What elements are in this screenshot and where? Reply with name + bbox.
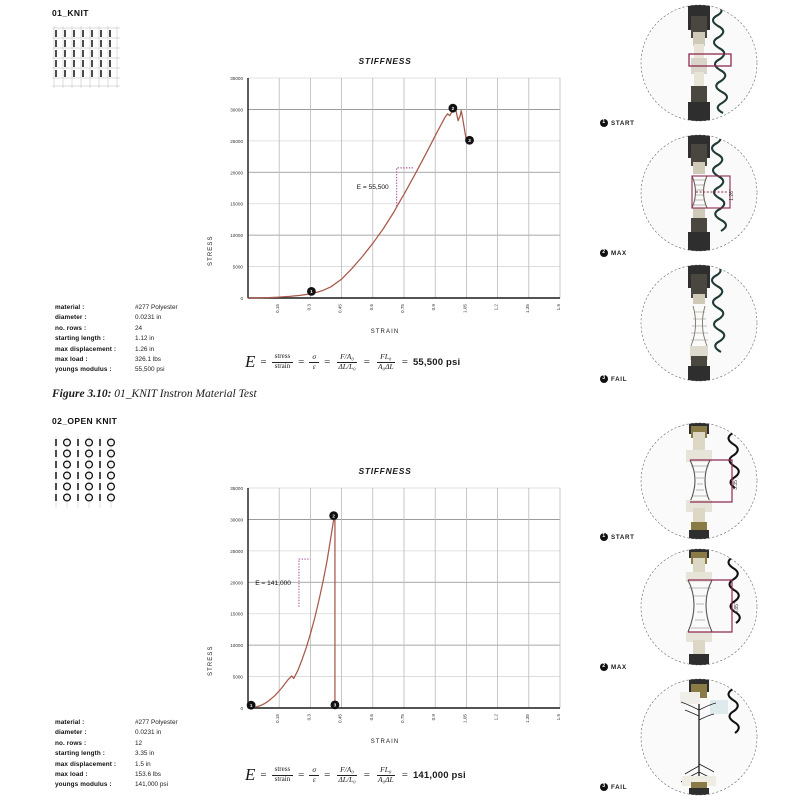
svg-text:1.2: 1.2 [493,714,499,721]
spec-value: 153.6 lbs [135,770,161,778]
svg-text:0: 0 [240,296,243,301]
formula-numerator: FL₀ [377,766,394,776]
step-number: 3 [600,375,608,383]
photo-label-openknit02-fail [600,783,627,791]
formula-stress-over-strain [272,353,294,370]
svg-text:0.6: 0.6 [368,714,374,721]
svg-text:1.2: 1.2 [493,304,499,311]
svg-text:2: 2 [451,105,455,111]
knit-swatch-knit01 [52,26,120,88]
svg-text:3: 3 [333,702,337,708]
spec-row [55,770,178,780]
spec-value: 3.35 in [135,750,155,758]
spec-value: 1.26 in [135,345,155,353]
step-label: MAX [611,249,627,257]
spec-value: #277 Polyester [135,304,178,311]
formula-equals: = [260,356,267,368]
svg-text:10000: 10000 [230,233,243,239]
formula-sigma-over-epsilon [309,353,319,371]
step-label: FAIL [611,375,628,383]
svg-text:35000: 35000 [230,76,243,81]
svg-text:10000: 10000 [230,643,243,649]
spec-value: 24 [135,324,143,332]
svg-text:1.35: 1.35 [524,714,530,723]
svg-text:0.75: 0.75 [400,714,405,723]
formula-force-area-over-strain [335,766,358,784]
formula-numerator: FL₀ [377,353,394,363]
spec-key: youngs modulus : [55,366,112,374]
svg-text:1.26": 1.26" [729,189,735,201]
photo-label-knit01-fail [600,375,627,383]
spec-value: 141,000 psi [135,781,169,789]
svg-text:0.3: 0.3 [306,714,312,721]
svg-text:20000: 20000 [230,580,243,586]
formula-equals: = [324,356,331,368]
figure-caption-number: Figure 3.10: [52,388,112,400]
spec-key: starting length : [55,335,105,343]
spec-row [55,739,178,749]
spec-key: diameter : [55,314,87,322]
spec-key: max load : [55,355,88,363]
photo-knit01-start [620,2,778,124]
svg-text:1.5: 1.5 [556,304,561,311]
svg-text:1.05: 1.05 [462,714,468,723]
chart-openknit02 [200,466,570,756]
formula-equals: = [363,356,370,368]
step-number: 2 [600,663,608,671]
spec-value: 1.12 in [135,335,155,343]
chart-title: STIFFNESS [358,56,412,66]
photo-label-openknit02-max [600,663,627,671]
sample-title-openknit02: 02_OPEN KNIT [52,416,118,426]
spec-value: 1.5 in [135,760,151,768]
sample-title-knit01: 01_KNIT [52,8,89,18]
formula-numerator: F/A₀ [337,353,357,363]
svg-text:25000: 25000 [230,548,243,554]
spec-table-knit01 [55,303,178,376]
photo-label-openknit02-start [600,533,635,541]
x-axis-label: STRAIN [370,329,400,335]
spec-value: 55,500 psi [135,366,165,374]
spec-row [55,313,178,323]
step-label: START [611,533,635,541]
step-number: 3 [600,783,608,791]
formula-equals: = [260,769,267,781]
svg-text:3.35": 3.35" [733,478,739,490]
chart-plot-area [200,70,570,340]
spec-row [55,334,178,344]
svg-text:30000: 30000 [230,107,243,113]
spec-value: 0.0231 in [135,314,162,322]
formula-equals: = [298,769,305,781]
spec-value: 12 [135,739,143,747]
photo-label-knit01-max [600,249,627,257]
svg-text:25000: 25000 [230,138,243,144]
svg-text:20000: 20000 [230,170,243,176]
spec-key: material : [55,719,85,726]
step-label: START [611,119,635,127]
svg-text:E = 55,500: E = 55,500 [356,184,389,192]
svg-text:5000: 5000 [232,264,243,270]
formula-equals: = [298,356,305,368]
spec-row [55,345,178,355]
formula-numerator: stress [272,766,294,775]
step-label: MAX [611,663,627,671]
formula-sigma-over-epsilon [309,766,319,784]
spec-key: material : [55,304,85,311]
chart-knit01 [200,56,570,346]
svg-text:0.75: 0.75 [400,304,405,313]
formula-denominator: ΔL/L₀ [338,775,356,784]
svg-text:0.3: 0.3 [306,304,312,311]
step-number: 1 [600,533,608,541]
spec-key: max displacement : [55,345,117,353]
spec-row [55,760,178,770]
spec-value: 0.0231 in [135,729,162,737]
svg-text:3: 3 [468,138,471,144]
formula-equals: = [363,769,370,781]
spec-row [55,728,178,738]
svg-text:1: 1 [310,289,313,295]
formula-E: E [245,352,256,371]
svg-text:0.45: 0.45 [337,714,343,723]
photo-openknit02-fail [620,676,778,798]
svg-text:E = 141,000: E = 141,000 [255,579,291,587]
photo-openknit02-max [620,546,778,668]
formula-numerator: F/A₀ [337,766,357,776]
formula-result: 141,000 psi [412,769,466,781]
spec-table-openknit02 [55,718,178,791]
spec-key: youngs modulus : [55,781,112,789]
formula-equals: = [324,769,331,781]
spec-key: max displacement : [55,760,117,768]
youngs-modulus-formula-openknit02 [245,765,466,785]
spec-row [55,355,178,365]
formula-numerator: stress [272,353,294,362]
photo-openknit02-start [620,420,778,542]
spec-key: diameter : [55,729,87,737]
spec-key: starting length : [55,750,105,758]
spec-row [55,780,178,790]
svg-text:1: 1 [249,702,253,708]
chart-plot-area [200,480,570,750]
figure-caption [52,388,257,400]
figure-caption-text: 01_KNIT Instron Material Test [114,388,257,400]
spec-row [55,324,178,334]
formula-flo-over-aodl [375,353,397,371]
formula-denominator: strain [274,775,291,783]
knit-swatch-openknit02 [52,436,122,508]
svg-text:15000: 15000 [230,611,243,617]
svg-text:4.85": 4.85" [734,602,740,614]
formula-numerator: σ [309,766,319,776]
formula-equals: = [401,356,408,368]
step-number: 1 [600,119,608,127]
svg-text:0.45: 0.45 [337,304,343,313]
svg-text:2: 2 [332,513,335,519]
spec-key: no. rows : [55,739,87,747]
spec-row [55,718,178,728]
formula-flo-over-aodl [375,766,397,784]
youngs-modulus-formula-knit01 [245,352,460,372]
photo-knit01-max [620,132,778,254]
formula-denominator: A₀ΔL [377,775,394,784]
formula-equals: = [401,769,408,781]
photo-label-knit01-start [600,119,635,127]
x-axis-label: STRAIN [370,739,400,745]
spec-value: 326.1 lbs [135,355,161,363]
formula-stress-over-strain [272,766,294,783]
svg-text:0: 0 [240,706,243,711]
formula-denominator: ε [312,362,316,371]
formula-denominator: ε [312,775,316,784]
svg-text:0.15: 0.15 [275,304,281,313]
formula-denominator: strain [274,362,291,370]
svg-text:15000: 15000 [230,201,243,207]
y-axis-label: STRESS [208,235,214,266]
spec-row [55,303,178,313]
photo-knit01-fail [620,262,778,384]
svg-text:0.6: 0.6 [368,304,374,311]
formula-numerator: σ [309,353,319,363]
formula-force-area-over-strain [335,353,358,371]
svg-text:0.15: 0.15 [275,714,281,723]
spec-key: max load : [55,770,88,778]
svg-text:35000: 35000 [230,486,243,491]
spec-row [55,749,178,759]
formula-result: 55,500 psi [412,356,461,368]
svg-text:1.05: 1.05 [462,304,468,313]
spec-value: #277 Polyester [135,719,178,726]
svg-text:0.9: 0.9 [431,714,437,721]
svg-text:0.9: 0.9 [431,304,437,311]
spec-key: no. rows : [55,324,87,332]
svg-text:1.35: 1.35 [524,304,530,313]
svg-text:30000: 30000 [230,517,243,523]
formula-E: E [245,765,256,784]
y-axis-label: STRESS [208,645,214,676]
formula-denominator: A₀ΔL [377,362,394,371]
svg-text:1.5: 1.5 [556,714,561,721]
formula-denominator: ΔL/L₀ [338,362,356,371]
svg-text:5000: 5000 [232,674,243,680]
step-label: FAIL [611,783,628,791]
chart-title: STIFFNESS [358,466,412,476]
spec-row [55,365,178,375]
step-number: 2 [600,249,608,257]
